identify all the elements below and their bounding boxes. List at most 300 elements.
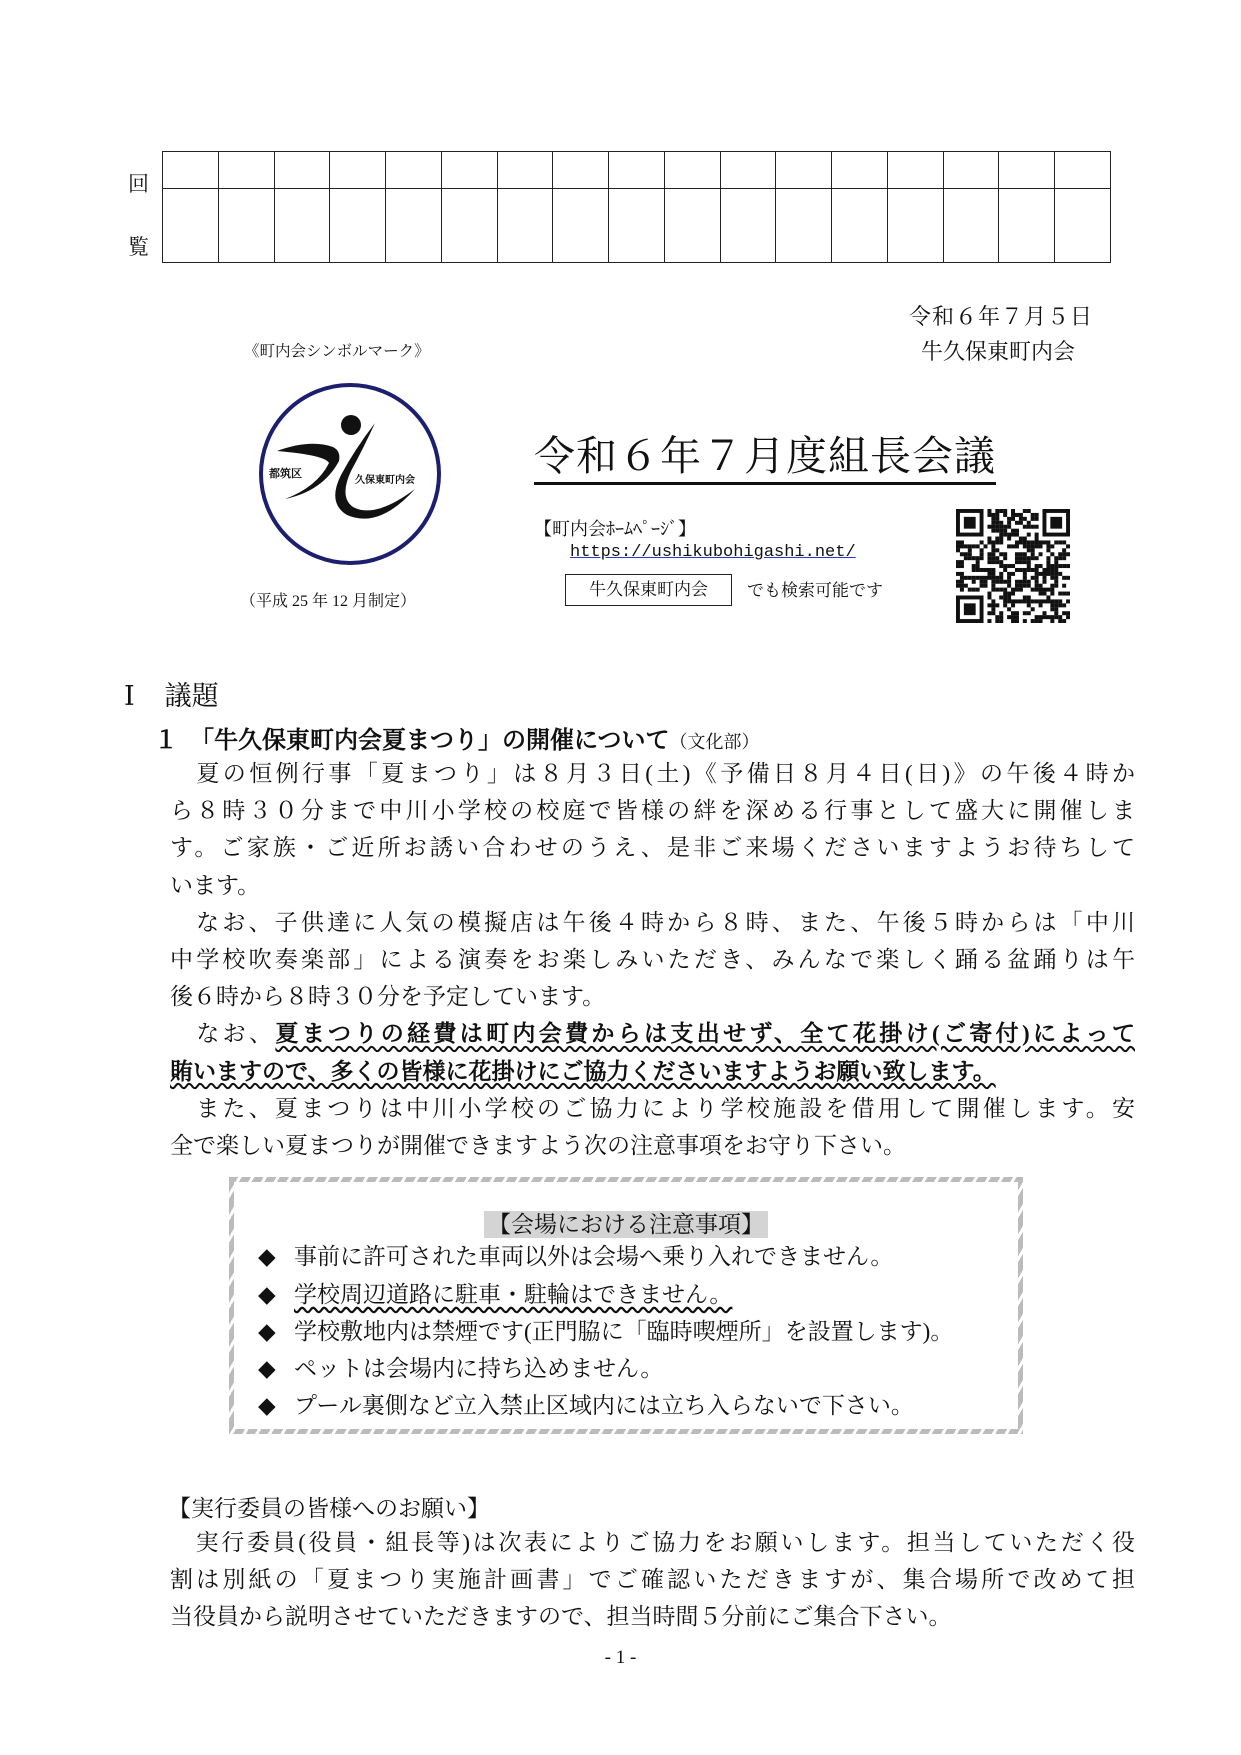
qr-module	[1050, 592, 1054, 596]
circulation-name-cell	[441, 152, 497, 189]
qr-module	[1003, 568, 1007, 572]
circulation-stamp-cell	[553, 189, 609, 263]
qr-module	[1035, 568, 1039, 572]
circulation-stamp-cell	[330, 189, 386, 263]
notice-item	[258, 1350, 663, 1383]
qr-module	[1042, 611, 1046, 615]
qr-module	[956, 564, 960, 568]
qr-module	[995, 619, 999, 623]
qr-module	[1015, 599, 1019, 603]
qr-module	[995, 521, 999, 525]
circulation-name-cell	[943, 152, 999, 189]
qr-module	[1023, 537, 1027, 541]
qr-module	[980, 552, 984, 556]
qr-module	[1046, 615, 1050, 619]
circulation-name-cell	[887, 152, 943, 189]
qr-module	[1023, 595, 1027, 599]
circulation-name-cell	[776, 152, 832, 189]
qr-module	[960, 544, 964, 548]
circulation-name-cell	[497, 152, 553, 189]
qr-module	[1023, 619, 1027, 623]
qr-module	[1066, 544, 1070, 548]
qr-module	[1042, 572, 1046, 576]
qr-module	[1011, 509, 1015, 513]
diamond-bullet-icon: ◆	[258, 1282, 276, 1307]
qr-module	[1023, 509, 1027, 513]
qr-module	[1062, 556, 1066, 560]
qr-module	[1007, 544, 1011, 548]
qr-module	[1003, 599, 1007, 603]
body-line: す。ご家族・ご近所お誘い合わせのうえ、是非ご来場くださいますようお待ちして	[170, 835, 1135, 861]
qr-module	[999, 509, 1003, 513]
qr-module	[964, 544, 968, 548]
circulation-stamp-cell	[664, 189, 720, 263]
qr-module	[1023, 599, 1027, 603]
qr-module	[1031, 619, 1035, 623]
qr-module	[1046, 540, 1050, 544]
body-line: 夏の恒例行事「夏まつり」は８月３日(土)《予備日８月４日(日)》の午後４時か	[170, 761, 1135, 786]
qr-module	[1054, 599, 1058, 603]
qr-module	[987, 537, 991, 541]
qr-module	[960, 576, 964, 580]
circulation-table	[162, 151, 1111, 263]
qr-module	[968, 548, 972, 552]
qr-module	[956, 544, 960, 548]
qr-module	[976, 560, 980, 564]
qr-module	[1023, 568, 1027, 572]
qr-module	[1054, 540, 1058, 544]
qr-module	[960, 540, 964, 544]
qr-module	[956, 560, 960, 564]
qr-module	[991, 603, 995, 607]
qr-module	[1050, 584, 1054, 588]
qr-module	[1066, 576, 1070, 580]
qr-module	[1015, 588, 1019, 592]
qr-module	[1015, 544, 1019, 548]
qr-module	[972, 576, 976, 580]
diamond-bullet-icon: ◆	[258, 1356, 276, 1381]
qr-module	[980, 576, 984, 580]
qr-module	[1007, 599, 1011, 603]
qr-module	[984, 580, 988, 584]
qr-module	[1027, 580, 1031, 584]
qr-module	[1011, 615, 1015, 619]
qr-module	[995, 548, 999, 552]
qr-module	[1019, 556, 1023, 560]
qr-module	[1046, 544, 1050, 548]
qr-module	[991, 540, 995, 544]
qr-module	[991, 556, 995, 560]
qr-module	[995, 517, 999, 521]
qr-module	[1050, 564, 1054, 568]
qr-module	[991, 521, 995, 525]
qr-module	[1003, 556, 1007, 560]
qr-finder-core	[1050, 517, 1062, 529]
qr-module	[1042, 580, 1046, 584]
qr-module	[1015, 560, 1019, 564]
qr-module	[991, 529, 995, 533]
qr-module	[991, 607, 995, 611]
qr-module	[987, 619, 991, 623]
qr-module	[1023, 552, 1027, 556]
qr-module	[991, 513, 995, 517]
qr-module	[1039, 572, 1043, 576]
qr-module	[995, 537, 999, 541]
qr-module	[1066, 599, 1070, 603]
qr-module	[991, 544, 995, 548]
body-line: ら８時３０分まで中川小学校の校庭で皆様の絆を深める行事として盛大に開催しま	[170, 798, 1135, 824]
logo-text-right: 久保東町内会	[355, 475, 415, 486]
qr-module	[1007, 615, 1011, 619]
item-title: 「牛久保東町内会夏まつり」の開催について	[202, 728, 670, 754]
qr-module	[1039, 584, 1043, 588]
qr-module	[1062, 611, 1066, 615]
qr-module	[972, 568, 976, 572]
qr-module	[1023, 556, 1027, 560]
request-heading: 【実行委員の皆様へのお願い】	[168, 1496, 490, 1521]
body-line: 割は別紙の「夏まつり実施計画書」でご確認いただきますが、集合場所で改めて担	[170, 1567, 1135, 1593]
circulation-stamp-cell	[943, 189, 999, 263]
body-line: 当役員から説明させていただきますので、担当時間５分前にご集合下さい。	[170, 1604, 952, 1630]
qr-module	[1042, 568, 1046, 572]
circulation-stamp-cell	[1055, 189, 1111, 263]
search-term-box: 牛久保東町内会	[565, 574, 732, 606]
qr-module	[1031, 588, 1035, 592]
qr-module	[1023, 540, 1027, 544]
qr-module	[1023, 584, 1027, 588]
qr-module	[995, 529, 999, 533]
qr-module	[999, 525, 1003, 529]
item-heading	[154, 720, 760, 755]
qr-module	[987, 540, 991, 544]
circulation-stamp-cell	[609, 189, 665, 263]
qr-module	[980, 556, 984, 560]
qr-module	[995, 540, 999, 544]
notice-item-text: プール裏側など立入禁止区域内には立ち入らないで下さい。	[294, 1393, 914, 1418]
qr-module	[1007, 580, 1011, 584]
logo-text-left: 都筑区	[269, 468, 302, 480]
qr-module	[1058, 592, 1062, 596]
qr-module	[1023, 560, 1027, 564]
circulation-stamp-cell	[163, 189, 219, 263]
qr-module	[1058, 556, 1062, 560]
emphasis-text: 賄いますので、多くの皆様に花掛けにご協力くださいますようお願い致します。	[170, 1058, 996, 1084]
qr-module	[1031, 513, 1035, 517]
body-line-emphasis	[170, 1053, 1135, 1090]
qr-module	[991, 580, 995, 584]
circulation-name-cell	[832, 152, 888, 189]
qr-module	[964, 552, 968, 556]
qr-module	[968, 556, 972, 560]
qr-module	[987, 560, 991, 564]
qr-module	[976, 564, 980, 568]
qr-module	[956, 584, 960, 588]
qr-module	[987, 576, 991, 580]
qr-module	[968, 576, 972, 580]
qr-module	[995, 525, 999, 529]
qr-module	[1007, 607, 1011, 611]
qr-module	[968, 588, 972, 592]
qr-module	[1027, 568, 1031, 572]
qr-module	[1062, 584, 1066, 588]
qr-module	[991, 552, 995, 556]
qr-module	[1027, 556, 1031, 560]
notice-item-text: ペットは会場内に持ち込めません。	[294, 1356, 664, 1381]
qr-module	[987, 592, 991, 596]
qr-module	[972, 564, 976, 568]
body-line: 中学校吹奏楽部」による演奏をお楽しみいただき、みんなで楽しく踊る盆踊りは午	[170, 946, 1135, 972]
qr-module	[991, 560, 995, 564]
qr-module	[1015, 619, 1019, 623]
qr-module	[1050, 544, 1054, 548]
qr-module	[1015, 568, 1019, 572]
qr-module	[1011, 564, 1015, 568]
emphasis-text: 夏まつりの経費は町内会費からは支出せず、全て花掛け(ご寄付)によって	[275, 1021, 1136, 1047]
body-line: 全で楽しい夏まつりが開催できますよう次の注意事項をお守り下さい。	[170, 1132, 906, 1158]
qr-module	[987, 513, 991, 517]
qr-module	[999, 564, 1003, 568]
qr-module	[1050, 599, 1054, 603]
qr-module	[999, 560, 1003, 564]
circulation-name-cell	[720, 152, 776, 189]
qr-module	[1007, 537, 1011, 541]
qr-module	[1046, 568, 1050, 572]
body-line: 後６時から８時３０分を予定しています。	[170, 984, 606, 1010]
qr-module	[1031, 525, 1035, 529]
qr-module	[1046, 588, 1050, 592]
qr-module	[1058, 603, 1062, 607]
qr-module	[1015, 556, 1019, 560]
qr-module	[995, 509, 999, 513]
qr-module	[976, 576, 980, 580]
qr-module	[1062, 619, 1066, 623]
qr-module	[1058, 540, 1062, 544]
qr-module	[1058, 619, 1062, 623]
qr-module	[1019, 584, 1023, 588]
issuing-organization: 牛久保東町内会	[920, 339, 1075, 364]
section-title: 議題	[164, 681, 219, 711]
body-line-emphasis	[170, 1015, 1135, 1052]
qr-module	[1031, 548, 1035, 552]
qr-module	[1011, 517, 1015, 521]
qr-module	[1054, 611, 1058, 615]
qr-module	[980, 568, 984, 572]
qr-module	[1007, 592, 1011, 596]
qr-module	[1015, 529, 1019, 533]
qr-module	[1031, 552, 1035, 556]
qr-module	[991, 584, 995, 588]
qr-module	[1015, 533, 1019, 537]
qr-module	[1039, 588, 1043, 592]
notice-item	[258, 1238, 893, 1271]
qr-module	[960, 580, 964, 584]
circulation-header-row	[163, 152, 1111, 189]
qr-module	[1003, 588, 1007, 592]
qr-module	[972, 556, 976, 560]
qr-module	[1039, 599, 1043, 603]
circulation-name-cell	[218, 152, 274, 189]
qr-module	[956, 580, 960, 584]
qr-module	[1042, 615, 1046, 619]
qr-module	[1046, 560, 1050, 564]
notice-item-text: 事前に許可された車両以外は会場へ乗り入れできません。	[294, 1244, 894, 1269]
qr-module	[1031, 556, 1035, 560]
qr-module	[960, 552, 964, 556]
qr-module	[999, 588, 1003, 592]
qr-module	[1007, 564, 1011, 568]
qr-module	[999, 552, 1003, 556]
qr-module	[1019, 521, 1023, 525]
qr-module	[991, 517, 995, 521]
qr-finder-core	[964, 603, 976, 615]
qr-module	[1035, 584, 1039, 588]
circulation-name-cell	[609, 152, 665, 189]
established-caption: （平成 25 年 12 月制定）	[240, 593, 417, 610]
qr-module	[1003, 513, 1007, 517]
qr-module	[987, 595, 991, 599]
qr-module	[987, 525, 991, 529]
qr-module	[1035, 576, 1039, 580]
qr-module	[960, 560, 964, 564]
qr-module	[995, 576, 999, 580]
qr-module	[960, 572, 964, 576]
qr-module	[1035, 540, 1039, 544]
circulation-label-top: 回	[128, 172, 149, 196]
qr-module	[1062, 540, 1066, 544]
qr-module	[1062, 576, 1066, 580]
diamond-bullet-icon: ◆	[258, 1393, 276, 1418]
homepage-link[interactable]: https://ushikubohigashi.net/	[570, 543, 856, 562]
qr-module	[1007, 517, 1011, 521]
qr-module	[1003, 580, 1007, 584]
qr-module	[1035, 525, 1039, 529]
qr-module	[968, 552, 972, 556]
qr-module	[1066, 564, 1070, 568]
qr-module	[980, 540, 984, 544]
qr-module	[1035, 564, 1039, 568]
qr-module	[968, 544, 972, 548]
qr-module	[1035, 513, 1039, 517]
qr-module	[1062, 592, 1066, 596]
qr-module	[980, 584, 984, 588]
qr-code-icon[interactable]	[956, 509, 1070, 623]
qr-module	[1011, 603, 1015, 607]
qr-module	[972, 580, 976, 584]
qr-module	[1054, 607, 1058, 611]
qr-module	[1039, 592, 1043, 596]
circulation-name-cell	[664, 152, 720, 189]
qr-module	[1031, 599, 1035, 603]
qr-module	[1042, 576, 1046, 580]
qr-module	[1027, 540, 1031, 544]
qr-module	[984, 568, 988, 572]
qr-module	[1039, 603, 1043, 607]
circulation-stamp-cell	[386, 189, 442, 263]
qr-module	[1050, 552, 1054, 556]
body-line: います。	[170, 872, 261, 898]
qr-module	[1019, 560, 1023, 564]
qr-module	[1027, 521, 1031, 525]
circulation-name-cell	[274, 152, 330, 189]
qr-module	[1050, 572, 1054, 576]
body-line: 実行委員(役員・組長等)は次表によりご協力をお願いします。担当していただく役	[170, 1530, 1135, 1555]
qr-module	[1066, 592, 1070, 596]
qr-module	[995, 588, 999, 592]
qr-module	[1050, 603, 1054, 607]
qr-module	[987, 568, 991, 572]
circulation-stamp-cell	[832, 189, 888, 263]
qr-module	[1003, 564, 1007, 568]
qr-module	[987, 556, 991, 560]
qr-module	[999, 572, 1003, 576]
notice-item	[258, 1313, 953, 1346]
item-dept: （文化部）	[669, 732, 760, 752]
qr-module	[1027, 595, 1031, 599]
qr-module	[956, 548, 960, 552]
qr-module	[1027, 584, 1031, 588]
request-body	[170, 1524, 1135, 1636]
qr-finder-core	[964, 517, 976, 529]
circulation-name-cell	[163, 152, 219, 189]
qr-module	[995, 513, 999, 517]
qr-module	[1011, 619, 1015, 623]
qr-module	[1019, 580, 1023, 584]
qr-module	[1035, 615, 1039, 619]
notice-item-text: 学校周辺道路に駐車・駐輪はできません。	[294, 1282, 733, 1307]
qr-module	[1042, 588, 1046, 592]
qr-module	[995, 560, 999, 564]
qr-module	[1019, 517, 1023, 521]
qr-module	[972, 544, 976, 548]
qr-module	[1054, 603, 1058, 607]
qr-module	[1027, 603, 1031, 607]
circulation-name-cell	[553, 152, 609, 189]
qr-module	[1066, 611, 1070, 615]
qr-module	[991, 548, 995, 552]
section-heading	[124, 674, 219, 713]
qr-module	[1050, 588, 1054, 592]
circulation-stamp-cell	[441, 189, 497, 263]
qr-module	[980, 548, 984, 552]
qr-module	[1027, 525, 1031, 529]
symbol-caption: 《町内会シンボルマーク》	[244, 343, 430, 360]
qr-module	[1007, 525, 1011, 529]
qr-module	[976, 556, 980, 560]
qr-module	[991, 568, 995, 572]
qr-module	[1046, 564, 1050, 568]
qr-module	[991, 576, 995, 580]
notice-title-text: 【会場における注意事項】	[484, 1211, 768, 1238]
qr-module	[1003, 592, 1007, 596]
notice-item	[258, 1276, 732, 1309]
qr-module	[984, 584, 988, 588]
qr-module	[1023, 517, 1027, 521]
qr-module	[1031, 517, 1035, 521]
qr-module	[1039, 619, 1043, 623]
qr-module	[1046, 556, 1050, 560]
qr-module	[1042, 592, 1046, 596]
qr-module	[999, 533, 1003, 537]
qr-module	[1019, 552, 1023, 556]
circulation-stamp-cell	[274, 189, 330, 263]
qr-module	[1046, 599, 1050, 603]
body-line: また、夏まつりは中川小学校のご協力により学校施設を借用して開催します。安	[170, 1095, 1135, 1121]
notice-item	[258, 1387, 914, 1420]
qr-module	[1015, 513, 1019, 517]
qr-module	[980, 580, 984, 584]
qr-module	[1023, 611, 1027, 615]
qr-module	[1007, 584, 1011, 588]
